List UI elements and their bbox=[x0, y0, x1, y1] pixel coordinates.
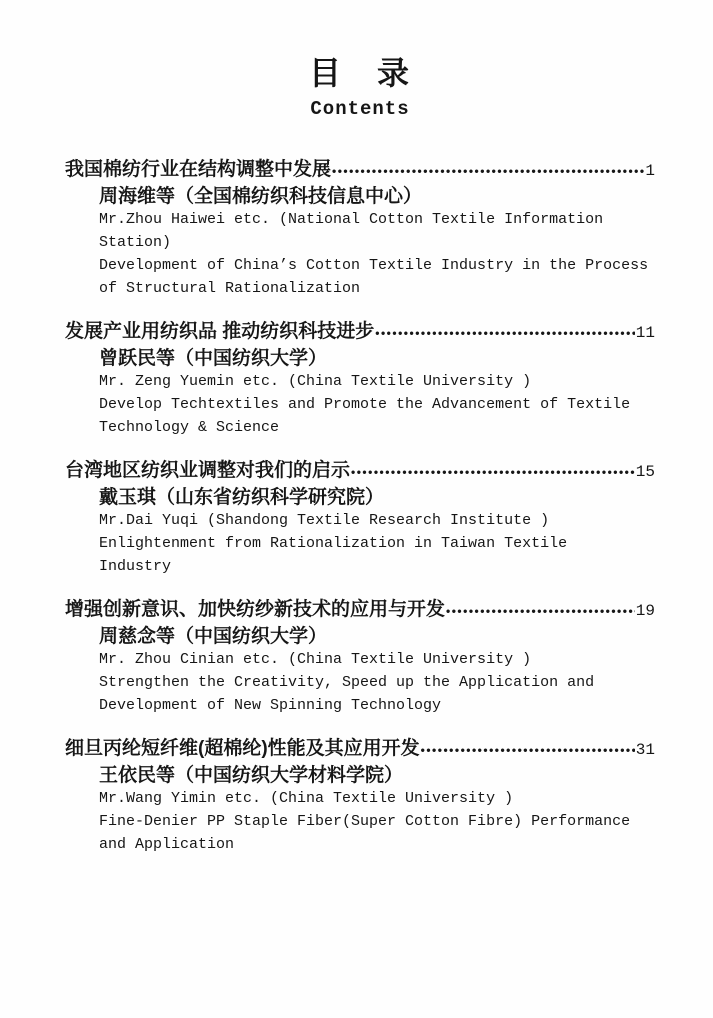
toc-entry-en-line: Station) bbox=[99, 233, 172, 251]
dot-leader bbox=[351, 460, 635, 484]
toc-entry-title-zh: 发展产业用纺织品 推动纺织科技进步 bbox=[65, 320, 375, 342]
toc-entry-authors-zh: 曾跃民等（中国纺织大学） bbox=[99, 347, 328, 369]
toc-entry bbox=[65, 737, 655, 856]
toc-entry-page-number: 11 bbox=[635, 323, 655, 342]
toc-entry bbox=[65, 459, 655, 578]
toc-entry-en-line: Mr.Wang Yimin etc. (China Textile University ) bbox=[99, 789, 514, 807]
toc-entry-page-number: 15 bbox=[635, 462, 655, 481]
toc-entry-authors-zh: 戴玉琪（山东省纺织科学研究院） bbox=[99, 486, 385, 508]
toc-entry bbox=[65, 320, 655, 439]
dot-leader bbox=[421, 738, 635, 762]
toc-entry-en-line: Mr.Dai Yuqi (Shandong Textile Research Institute ) bbox=[99, 511, 550, 529]
toc-entry-en-line: Technology & Science bbox=[99, 418, 280, 436]
toc-entry-en-line: Industry bbox=[99, 557, 172, 575]
toc-entry-page-number: 19 bbox=[635, 601, 655, 620]
toc-entry-en-line: Develop Techtextiles and Promote the Advancement of Textile bbox=[99, 395, 631, 413]
toc-entry bbox=[65, 598, 655, 717]
dot-leader bbox=[446, 599, 635, 623]
toc-entry-title-zh: 我国棉纺行业在结构调整中发展 bbox=[65, 158, 332, 180]
toc-entry-en-line: and Application bbox=[99, 835, 235, 853]
toc-entry-page-number: 1 bbox=[645, 161, 655, 180]
toc-entry-en-line: Mr.Zhou Haiwei etc. (National Cotton Textile Information bbox=[99, 210, 604, 228]
toc-entry-authors-zh: 王依民等（中国纺织大学材料学院） bbox=[99, 764, 404, 786]
toc-entry bbox=[65, 158, 655, 300]
toc-entry-title-zh: 细旦丙纶短纤维(超棉纶)性能及其应用开发 bbox=[65, 737, 420, 759]
toc-entry-en-line: Mr. Zhou Cinian etc. (China Textile University ) bbox=[99, 650, 532, 668]
toc-entry-en-line: Strengthen the Creativity, Speed up the Application and bbox=[99, 673, 595, 691]
toc-entry-title-zh: 台湾地区纺织业调整对我们的启示 bbox=[65, 459, 351, 481]
dot-leader bbox=[332, 159, 644, 183]
toc-entry-title-zh: 增强创新意识、加快纺纱新技术的应用与开发 bbox=[65, 598, 446, 620]
toc-entry-en-line: Development of New Spinning Technology bbox=[99, 696, 442, 714]
table-of-contents bbox=[65, 158, 655, 856]
page-title-zh: 目 录 bbox=[308, 55, 411, 91]
toc-entry-page-number: 31 bbox=[635, 740, 655, 759]
toc-entry-title-row bbox=[65, 459, 655, 484]
toc-entry-en-line: Enlightenment from Rationalization in Taiwan Textile bbox=[99, 534, 568, 552]
page-title-en: Contents bbox=[310, 97, 410, 120]
toc-entry-authors-zh: 周海维等（全国棉纺织科技信息中心） bbox=[99, 185, 423, 207]
toc-entry-title-row bbox=[65, 737, 655, 762]
toc-entry-authors-zh: 周慈念等（中国纺织大学） bbox=[99, 625, 328, 647]
dot-leader bbox=[375, 321, 635, 345]
toc-entry-en-line: Development of China’s Cotton Textile Industry in the Process bbox=[99, 256, 649, 274]
toc-entry-title-row bbox=[65, 320, 655, 345]
toc-entry-en-line: Fine-Denier PP Staple Fiber(Super Cotton Fibre) Performance bbox=[99, 812, 631, 830]
toc-entry-title-row bbox=[65, 598, 655, 623]
toc-entry-en-line: Mr. Zeng Yuemin etc. (China Textile University ) bbox=[99, 372, 532, 390]
toc-entry-en-line: of Structural Rationalization bbox=[99, 279, 361, 297]
toc-entry-title-row bbox=[65, 158, 655, 183]
document-header bbox=[65, 55, 655, 120]
